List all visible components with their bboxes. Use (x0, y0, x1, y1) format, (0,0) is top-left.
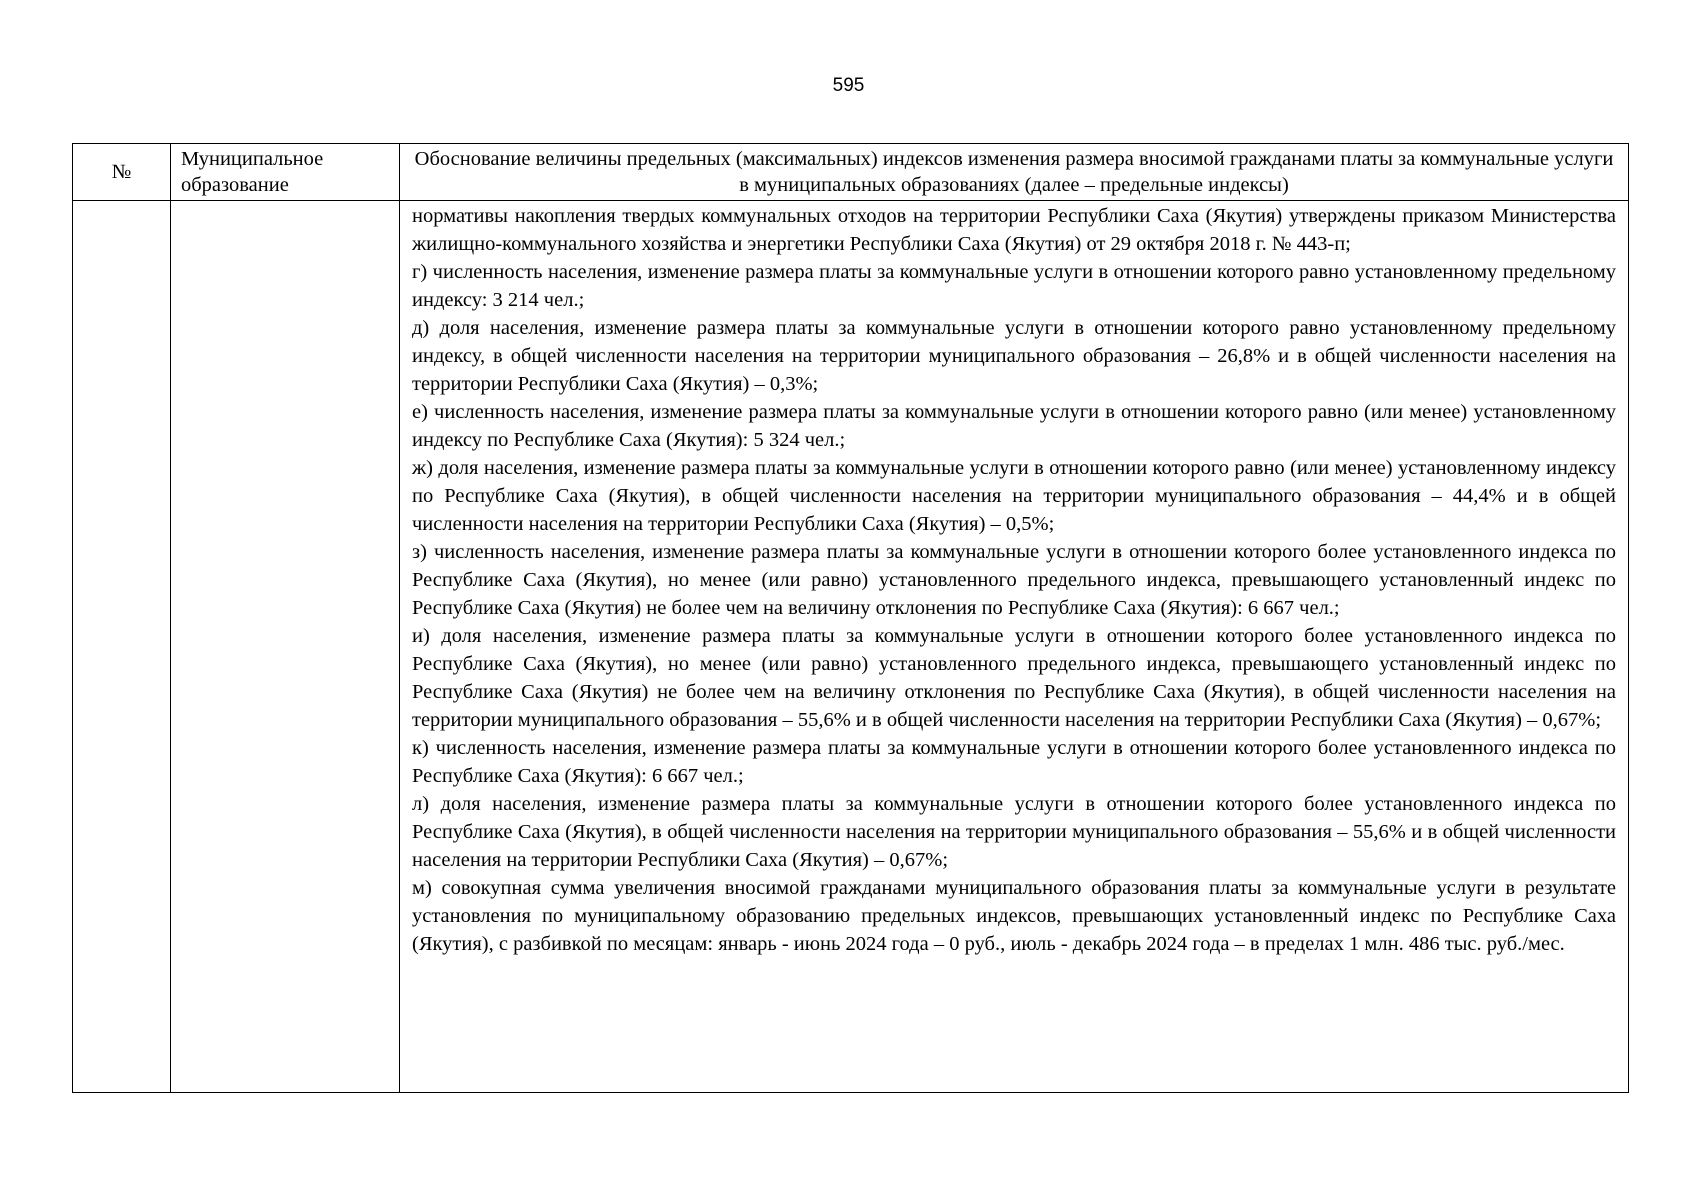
paragraph-i: и) доля населения, изменение размера платы за коммунальные услуги в отношении которого более установленного индекса по Республике Саха (Якутия), но менее (или равно) установленного предельного индекса, превышающего установленный индекс по Республике Саха (Якутия) не более чем на величину отклонения по Республике Саха (Якутия), в общей численности населения на территории муниципального образования – 55,6% и в общей численности населения на территории Республики Саха (Якутия) – 0,67%; (412, 625, 1616, 731)
header-justification: Обоснование величины предельных (максимальных) индексов изменения размера вносимой гражданами платы за коммунальные услуги в муниципальных образованиях (далее – предельные индексы) (400, 144, 1629, 201)
cell-municipality (171, 201, 400, 1093)
table-row (73, 201, 1629, 1093)
cell-number (73, 201, 171, 1093)
cell-justification (400, 201, 1629, 1093)
paragraph-l: л) доля населения, изменение размера платы за коммунальные услуги в отношении которого более установленного индекса по Республике Саха (Якутия), в общей численности населения на территории муниципального образования – 55,6% и в общей численности населения на территории Республики Саха (Якутия) – 0,67%; (412, 793, 1616, 871)
paragraph-g: г) численность населения, изменение размера платы за коммунальные услуги в отношении которого равно установленному предельному индексу: 3 214 чел.; (412, 261, 1616, 311)
paragraph-e: е) численность населения, изменение размера платы за коммунальные услуги в отношении которого равно (или менее) установленному индексу по Республике Саха (Якутия): 5 324 чел.; (412, 401, 1616, 451)
table-header-row (73, 144, 1629, 201)
paragraph-standards: нормативы накопления твердых коммунальных отходов на территории Республики Саха (Якутия) утверждены приказом Министерства жилищно-коммунального хозяйства и энергетики Республики Саха (Якутия) от 29 октября 2018 г. № 443-п; (412, 205, 1616, 255)
paragraph-d: д) доля населения, изменение размера платы за коммунальные услуги в отношении которого равно установленному предельному индексу, в общей численности населения на территории муниципального образования – 26,8% и в общей численности населения на территории Республики Саха (Якутия) – 0,3%; (412, 317, 1616, 395)
paragraph-z: з) численность населения, изменение размера платы за коммунальные услуги в отношении которого более установленного индекса по Республике Саха (Якутия), но менее (или равно) установленного предельного индекса, превышающего установленный индекс по Республике Саха (Якутия) не более чем на величину отклонения по Республике Саха (Якутия): 6 667 чел.; (412, 541, 1616, 619)
header-municipality: Муниципальное образование (171, 144, 400, 201)
paragraph-k: к) численность населения, изменение размера платы за коммунальные услуги в отношении которого более установленного индекса по Республике Саха (Якутия): 6 667 чел.; (412, 737, 1616, 787)
paragraph-m: м) совокупная сумма увеличения вносимой гражданами муниципального образования платы за коммунальные услуги в результате установления по муниципальному образованию предельных индексов, превышающих установленный индекс по Республике Саха (Якутия), с разбивкой по месяцам: январь - июнь 2024 года – 0 руб., июль - декабрь 2024 года – в пределах 1 млн. 486 тыс. руб./мес. (412, 877, 1616, 955)
justification-table (72, 143, 1629, 1093)
paragraph-zh: ж) доля населения, изменение размера платы за коммунальные услуги в отношении которого равно (или менее) установленному индексу по Республике Саха (Якутия), в общей численности населения на территории муниципального образования – 44,4% и в общей численности населения на территории Республики Саха (Якутия) – 0,5%; (412, 457, 1616, 535)
page-number: 595 (832, 75, 865, 96)
header-number: № (73, 144, 171, 201)
